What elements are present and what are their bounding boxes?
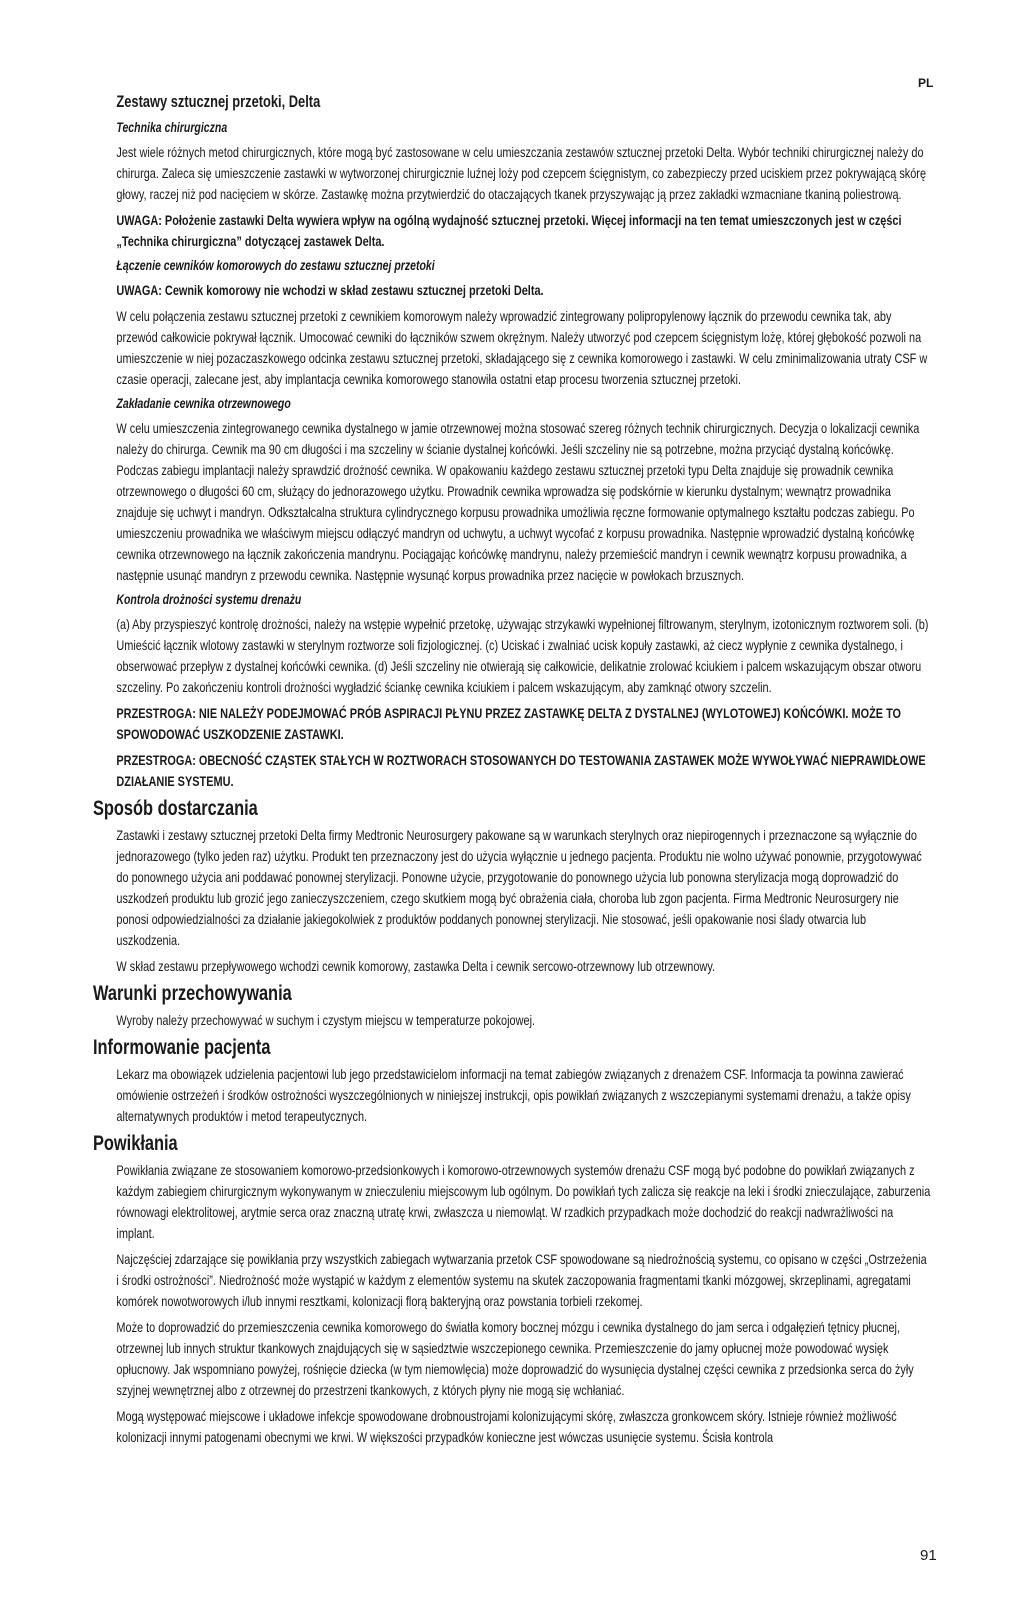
subsection-title-patency-check: Kontrola drożności systemu drenażu xyxy=(116,592,302,607)
document-body xyxy=(93,92,931,1453)
note-valve-position: UWAGA: Położenie zastawki Delta wywiera wpływ na ogólną wydajność sztucznej przetoki. Więcej informacji na ten temat umieszczonych jest w części „Technika chirurgiczna” dotyczącej zastawek Delta. xyxy=(116,212,902,249)
paragraph-surgical-technique: Jest wiele różnych metod chirurgicznych, które mogą być zastosowane w celu umieszczania zestawów sztucznej przetoki Delta. Wybór techniki chirurgicznej należy do chirurga. Zaleca się umieszczenie zastawki w wytworzonej chirurgicznie luźnej loży pod czepcem ścięgnistym, co zabezpieczy przed uciskiem przez pokrywającą skórę głowy, raczej niż pod nacięciem w skórze. Zastawkę można przytwierdzić do otaczających tkanek przyszywając ją przez zakładki wzmacniane tkaniną poliestrową. xyxy=(116,144,927,202)
caution-aspiration: PRZESTROGA: NIE NALEŻY PODEJMOWAĆ PRÓB ASPIRACJI PŁYNU PRZEZ ZASTAWKĘ DELTA Z DYSTALNEJ (WYLOTOWEJ) KOŃCÓWKI. MOŻE TO SPOWODOWAĆ USZKODZENIE ZASTAWKI. xyxy=(116,705,902,742)
caution-particulates: PRZESTROGA: OBECNOŚĆ CZĄSTEK STAŁYCH W ROZTWORACH STOSOWANYCH DO TESTOWANIA ZASTAWEK MOŻE WYWOŁYWAĆ NIEPRAWIDŁOWE DZIAŁANIE SYSTEMU. xyxy=(116,752,926,789)
subsection-title-ventricular-catheter: Łączenie cewników komorowych do zestawu sztucznej przetoki xyxy=(116,258,435,273)
section-title-patient-information: Informowanie pacjenta xyxy=(93,1036,271,1059)
note-ventricular-catheter: UWAGA: Cewnik komorowy nie wchodzi w skład zestawu sztucznej przetoki Delta. xyxy=(116,282,544,298)
paragraph-how-supplied: Zastawki i zestawy sztucznej przetoki Delta firmy Medtronic Neurosurgery pakowane są w warunkach sterylnych oraz niepirogennych i przeznaczone są wyłącznie do jednorazowego (tylko jeden raz) użytku. Produkt ten przeznaczony jest do użycia wyłącznie u jednego pacjenta. Produktu nie wolno używać ponownie, przygotowywać do ponownego użycia ani poddawać ponownej sterylizacji. Ponowne użycie, przygotowanie do ponownego użycia lub ponowna sterylizacja mogą doprowadzić do uszkodzeń produktu lub grozić jego zanieczyszczeniem, czego skutkiem mogą być obrażenia ciała, choroba lub zgon pacjenta. Firma Medtronic Neurosurgery nie ponosi odpowiedzialności za działanie jakiegokolwiek z produktów poddanych ponownej sterylizacji. Nie stosować, jeśli opakowanie nosi ślady otwarcia lub uszkodzenia. xyxy=(116,827,922,948)
section-how-supplied xyxy=(116,825,931,977)
section-shunt-kits xyxy=(116,92,931,792)
paragraph-complications-obstruction: Najczęściej zdarzające się powikłania przy wszystkich zabiegach wytwarzania przetok CSF spowodowane są niedrożnością systemu, co opisano w części „Ostrzeżenia i środki ostrożności”. Niedrożność może wystąpić w każdym z elementów systemu na skutek zaczopowania fragmentami tkanki mózgowej, skrzeplinami, agregatami komórek nowotworowych i/lub innymi resztkami, kolonizacji florą bakteryjną oraz powstania torbieli rzekomej. xyxy=(116,1251,927,1309)
paragraph-ventricular-catheter: W celu połączenia zestawu sztucznej przetoki z cewnikiem komorowym należy wprowadzić zintegrowany polipropylenowy łącznik do przewodu cewnika tak, aby przewód całkowicie pokrywał łącznik. Umocować cewniki do łączników szwem okrężnym. Należy utworzyć pod czepcem ścięgnistym lożę, której głębokość pozwoli na umieszczenie w niej pozaczaszkowego odcinka zestawu sztucznej przetoki, składającego się z cewnika komorowego i zastawki. W celu zminimalizowania utraty CSF w czasie operacji, zalecane jest, aby implantacja cewnika komorowego stanowiła ostatni etap procesu tworzenia sztucznej przetoki. xyxy=(116,308,928,387)
paragraph-complications-infection: Mogą występować miejscowe i układowe infekcje spowodowane drobnoustrojami kolonizującymi skórę, zwłaszcza gronkowcem skóry. Istnieje również możliwość kolonizacji innymi patogenami obecnymi we krwi. W większości przypadków konieczne jest wówczas usunięcie systemu. Ścisła kontrola xyxy=(116,1408,897,1445)
page-number: 91 xyxy=(920,1547,937,1564)
paragraph-complications-migration: Może to doprowadzić do przemieszczenia cewnika komorowego do światła komory bocznej mózgu i cewnika dystalnego do jam serca i odgałęzień tętnicy płucnej, otrzewnej lub innych struktur tkankowych znajdujących się w sąsiedztwie wszczepionego cewnika. Przemieszczenie do jamy opłucnej może powodować wysięk opłucnowy. Jak wspomniano powyżej, rośnięcie dziecka (w tym niemowlęcia) może doprowadzić do wysunięcia dystalnej części cewnika z przedsionka serca do żyły szyjnej wewnętrznej albo z otrzewnej do przestrzeni tkankowych, z których płyny nie mogą się wchłaniać. xyxy=(116,1319,914,1398)
section-title-how-supplied: Sposób dostarczania xyxy=(93,797,258,820)
paragraph-patient-information: Lekarz ma obowiązek udzielenia pacjentowi lub jego przedstawicielom informacji na temat zabiegów związanych z drenażem CSF. Informacja ta powinna zawierać omówienie ostrzeżeń i środków ostrożności wyszczególnionych w niniejszej instrukcji, opis powikłań związanych z wszczepianymi systemami drenażu, a także opisy alternatywnych produktów i metod terapeutycznych. xyxy=(116,1066,911,1124)
paragraph-complications-general: Powikłania związane ze stosowaniem komorowo-przedsionkowych i komorowo-otrzewnowych systemów drenażu CSF mogą być podobne do powikłań związanych z każdym zabiegiem chirurgicznym wykonywanym w znieczuleniu miejscowym lub ogólnym. Do powikłań tych zalicza się reakcje na leki i środki znieczulające, zaburzenia równowagi elektrolitowej, arytmie serca oraz znaczną utratę krwi, zwłaszcza u niemowląt. W rzadkich przypadkach może dochodzić do reakcji nadwrażliwości na implant. xyxy=(116,1162,931,1241)
paragraph-patency-check: (a) Aby przyspieszyć kontrolę drożności, należy na wstępie wypełnić przetokę, używając strzykawki wypełnionej filtrowanym, sterylnym, izotonicznym roztworem soli. (b) Umieścić łącznik wlotowy zastawki w sterylnym roztworze soli fizjologicznej. (c) Uciskać i zwalniać ucisk kopuły zastawki, aż ciecz wypłynie z cewnika dystalnego, i obserwować przepływ z dystalnej końcówki cewnika. (d) Jeśli szczeliny nie otwierają się całkowicie, delikatnie zrolować kciukiem i palcem wskazującym obszar otworu szczeliny. Po zakończeniu kontroli drożności wygładzić ściankę cewnika kciukiem i palcem wskazującym, aby zamknąć otwory szczelin. xyxy=(116,616,929,695)
paragraph-storage: Wyroby należy przechowywać w suchym i czystym miejscu w temperaturze pokojowej. xyxy=(116,1012,536,1028)
language-code: PL xyxy=(918,76,934,90)
subsection-title-peritoneal-catheter: Zakładanie cewnika otrzewnowego xyxy=(116,396,291,411)
section-storage xyxy=(116,1010,931,1031)
section-title-storage: Warunki przechowywania xyxy=(93,982,292,1005)
paragraph-peritoneal-catheter: W celu umieszczenia zintegrowanego cewnika dystalnego w jamie otrzewnowej można stosować szereg różnych technik chirurgicznych. Decyzja o lokalizacji cewnika należy do chirurga. Cewnik ma 90 cm długości i ma szczeliny w ścianie dystalnej końcówki. Jeśli szczeliny nie są potrzebne, można przyciąć dystalną końcówkę. Podczas zabiegu implantacji należy sprawdzić drożność cewnika. W opakowaniu każdego zestawu sztucznej przetoki typu Delta znajduje się prowadnik cewnika otrzewnowego o długości 60 cm, służący do jednorazowego użytku. Prowadnik cewnika wprowadza się podskórnie w kierunku dystalnym; wewnątrz prowadnika znajduje się uchwyt i mandryn. Odkształcalna struktura cylindrycznego korpusu prowadnika umożliwia ręczne formowanie optymalnego kształtu podczas zabiegu. Po umieszczeniu prowadnika we właściwym miejscu odłączyć mandryn od uchwytu, a uchwyt wycofać z korpusu prowadnika. Następnie wprowadzić dystalną końcówkę cewnika otrzewnowego na łącznik zakończenia mandrynu. Pociągając końcówkę mandrynu, należy przemieścić mandryn i cewnik wewnątrz korpusu prowadnika, a następnie usunąć mandryn z przewodu cewnika. Następnie wysunąć korpus prowadnika przez nacięcie w powłokach brzusznych. xyxy=(116,420,920,583)
section-patient-information xyxy=(116,1064,931,1127)
subsection-title-surgical-technique: Technika chirurgiczna xyxy=(116,120,228,135)
paragraph-kit-contents: W skład zestawu przepływowego wchodzi cewnik komorowy, zastawka Delta i cewnik sercowo-otrzewnowy lub otrzewnowy. xyxy=(116,958,716,974)
section-complications xyxy=(116,1160,931,1448)
section-title-shunt-kits: Zestawy sztucznej przetoki, Delta xyxy=(116,93,321,111)
section-title-complications: Powikłania xyxy=(93,1132,178,1155)
